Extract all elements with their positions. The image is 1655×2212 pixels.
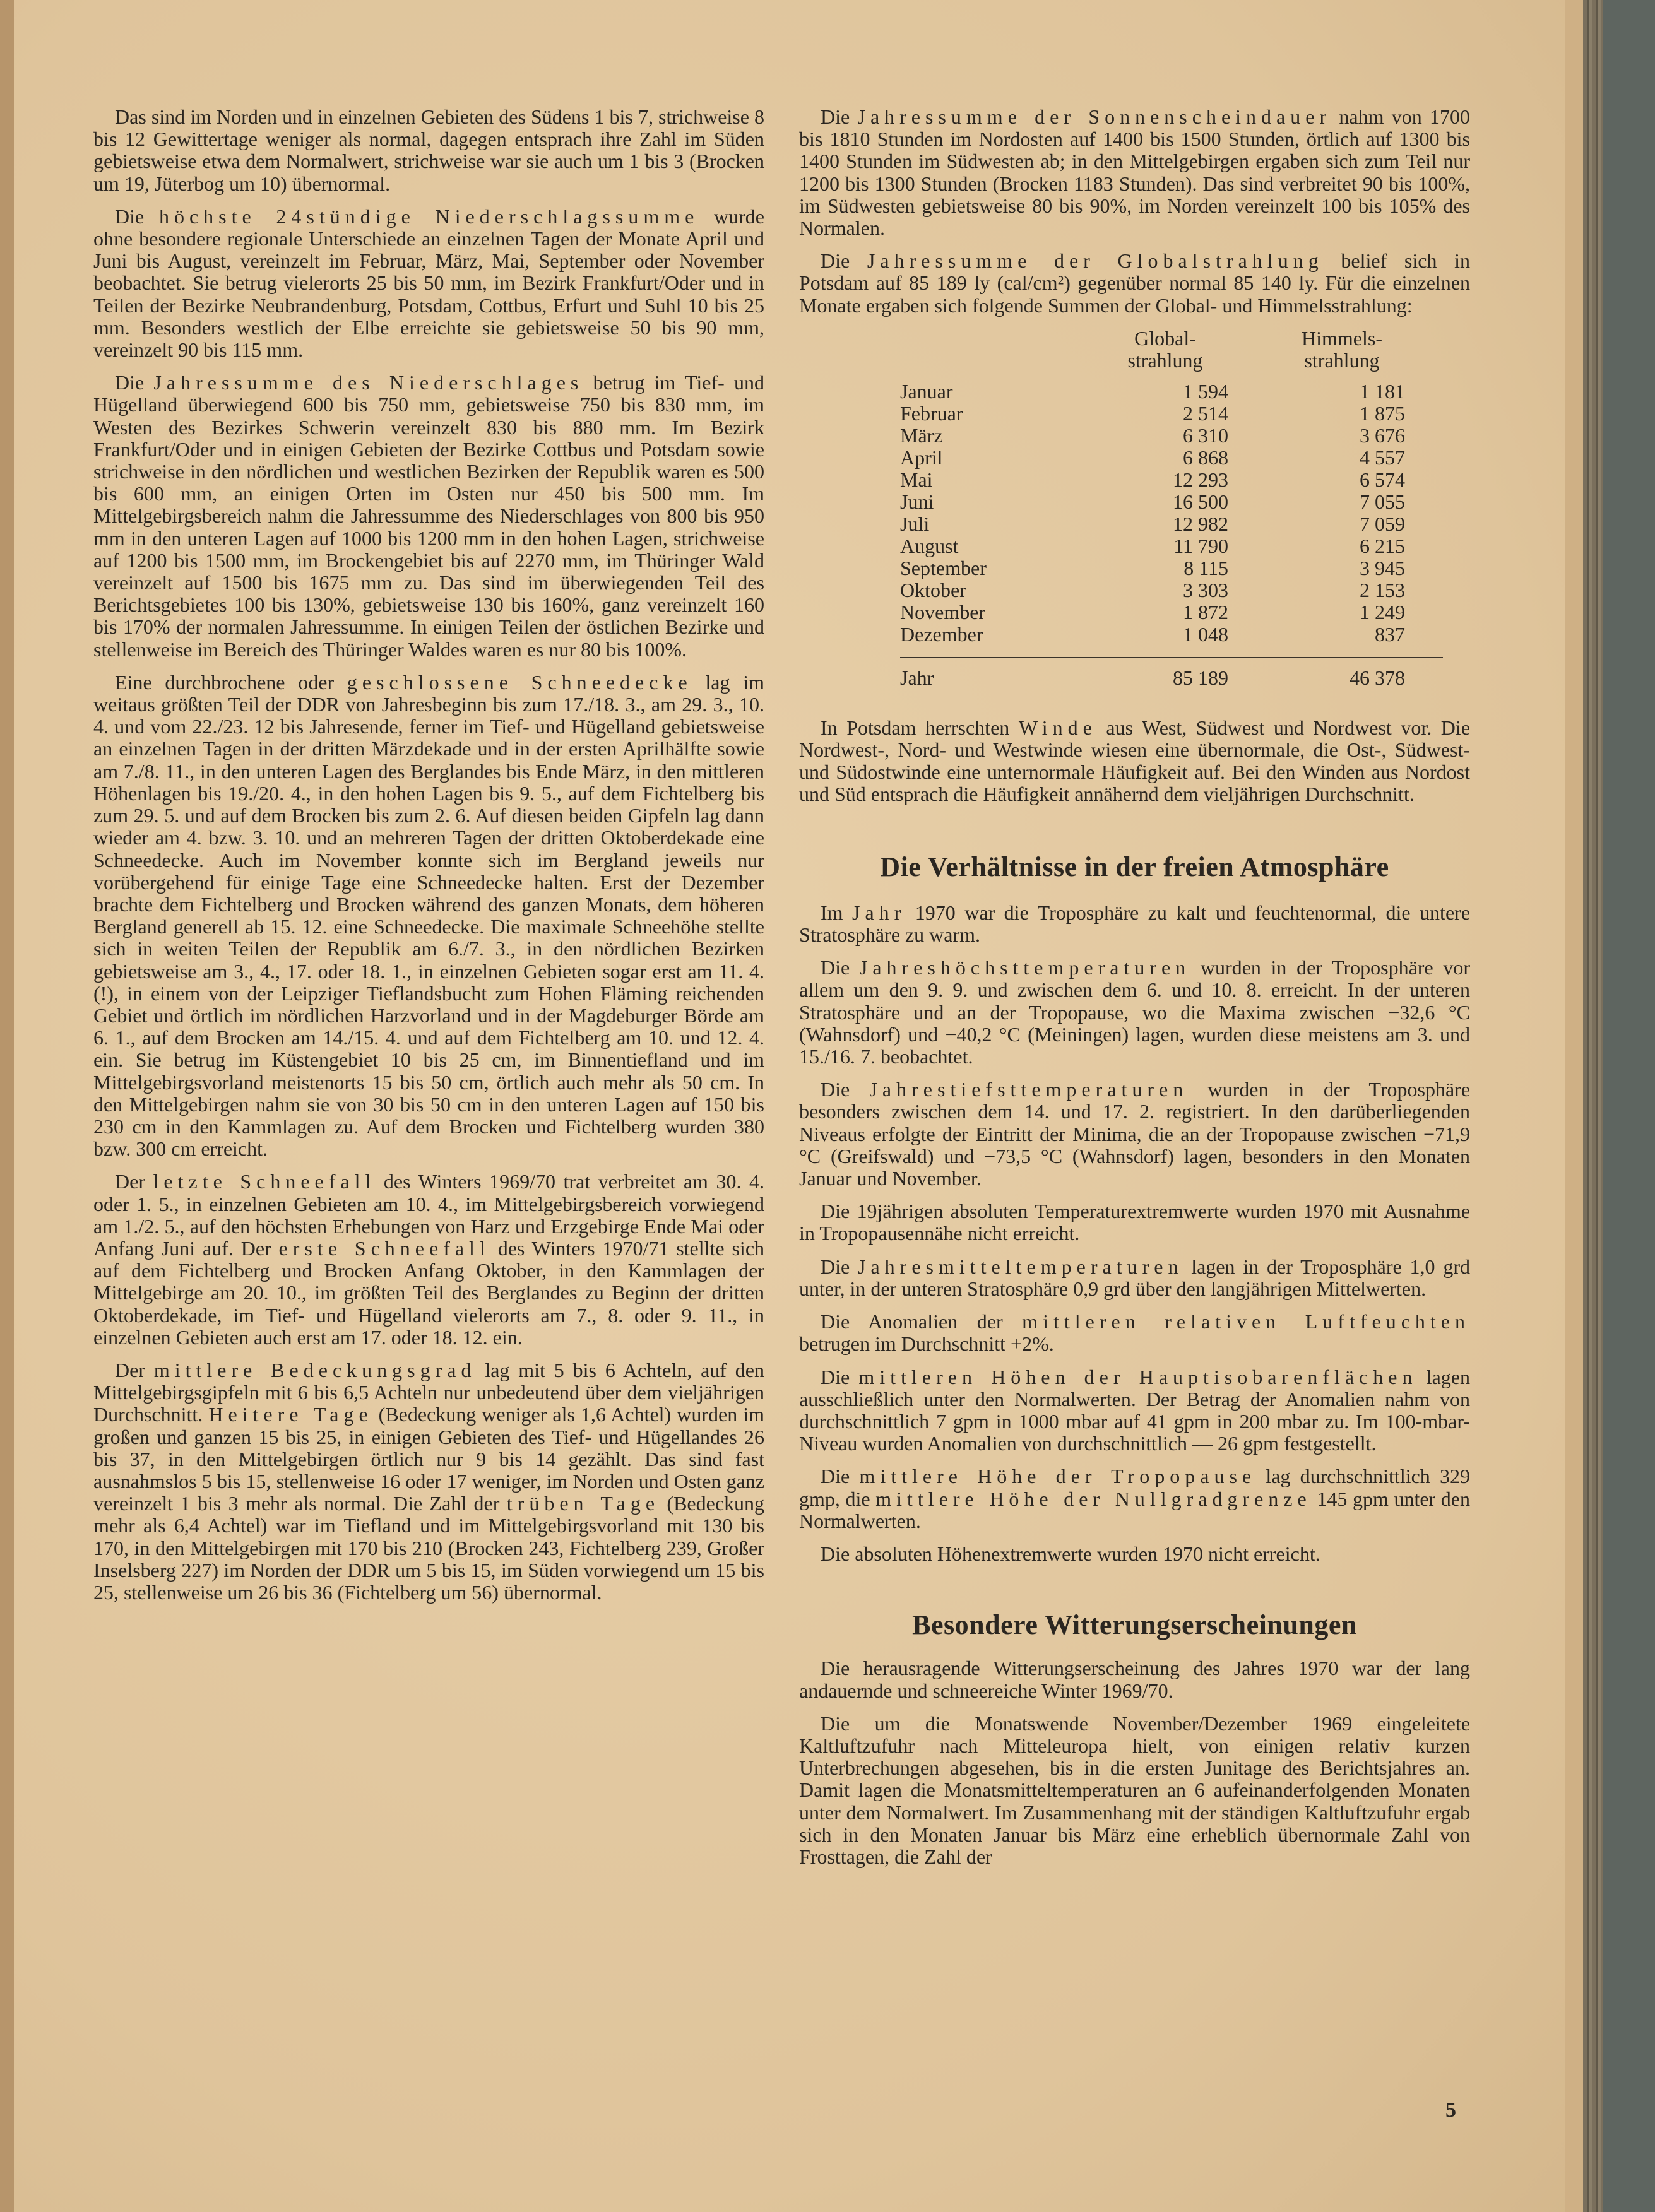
spaced-term: erste Schneefall [278, 1236, 490, 1260]
text-segment: lagen in der Troposphäre 1,0 grd unter, in der unteren Stratosphäre 0,9 grd über den langjährigen Mittelwerten. [799, 1255, 1471, 1300]
text-segment: des Winters 1969/70 trat verbreitet am 30. 4. oder 1. 5., in einzelnen Gebieten am 10. 4., im Mittelgebirgsbereich vorwiegend am 1./2. 5., auf den höchsten Erhebungen von Harz und Erzgebirge Ende Mai oder Anfang Juni auf. Der [93, 1170, 765, 1260]
text-segment: Die [821, 1365, 859, 1388]
spaced-term: Jahreshöchsttemperaturen [859, 956, 1191, 979]
page-edge-right [1565, 0, 1583, 2212]
himmel-cell: 837 [1375, 622, 1405, 646]
spaced-term: Jahressumme der Globalstrahlung [867, 249, 1324, 273]
month-cell: Oktober [900, 578, 966, 601]
text-segment: aus West, Südwest und Nordwest vor. Die Nordwest-, Nord- und Westwinde wiesen eine übernormale, die Ost-, Südwest- und Südostwinde eine unternormale Häufigkeit auf. Bei den Winden aus Nordost und Süd entsprach die Häufigkeit annähernd dem vieljährigen Durchschnitt. [799, 716, 1471, 806]
text-segment: Die Anomalien der [821, 1310, 1023, 1334]
month-column-header [900, 328, 1089, 372]
text-segment: 1970 war die Troposphäre zu kalt und feuchtenormal, die untere Stratosphäre zu warm. [799, 901, 1471, 947]
paragraph [799, 1311, 1470, 1355]
text-segment: 145 gpm unter den Normalwerten. [799, 1487, 1471, 1532]
text-segment: Die [821, 249, 867, 273]
himmel-cell: 7 055 [1360, 490, 1405, 513]
text-segment: Im [821, 901, 853, 924]
total-himmel: 46 378 [1350, 666, 1405, 689]
global-cell: 16 500 [1173, 490, 1228, 513]
wind-paragraphs [799, 717, 1470, 806]
table-row [900, 381, 1443, 403]
paragraph [93, 1171, 764, 1349]
text-segment: wurde ohne besondere regionale Unterschiede an einzelnen Tagen der Monate April und Juni bis August, vereinzelt im Februar, März, Mai, September oder November beobachtet. Sie betrug vielerorts 25 bis 50 mm, im Bezirk Frankfurt/Oder und in Teilen der Bezirke Neubrandenburg, Potsdam, Cottbus, Erfurt und Suhl 10 bis 25 mm. Besonders westlich der Elbe erreichte sie gebietsweise 50 bis 90 mm, vereinzelt 90 bis 115 mm. [93, 204, 764, 362]
right-column [799, 106, 1470, 1879]
global-cell: 8 115 [1183, 556, 1228, 579]
text-segment: In Potsdam herrschten [821, 716, 1019, 739]
table-row [900, 557, 1443, 579]
section-heading-weather-events: Besondere Witterungserscheinungen [912, 1609, 1357, 1641]
spaced-term: Heitere Tage [208, 1403, 373, 1426]
right-intro-paragraphs [799, 106, 1470, 317]
table-row [900, 403, 1443, 425]
spaced-term: mittlere Höhe der Nullgradgrenze [875, 1487, 1312, 1510]
spaced-term: mittleren relativen Luftfeuchten [1022, 1310, 1470, 1334]
himmel-cell: 2 153 [1360, 578, 1405, 601]
text-segment: lag im weitaus größten Teil der DDR von Jahresbeginn bis zum 17./18. 3., am 29. 3., 10. 4. und vom 22./23. 12 bis Jahresende, ferner im Tief- und Hügelland gebietsweise an einzelnen Tagen in der dritten Märzdekade und in der ersten Aprilhälfte sowie am 7./8. 11., in den unteren Lagen des Berglandes bis Ende März, in den mittleren Höhenlagen bis 19./20. 4., in den hohen Lagen bis 9. 5., auf dem Fichtelberg bis zum 29. 5. und auf dem Brocken bis zum 2. 6. Auf diesen beiden Gipfeln lag dann wieder am 4. bzw. 3. 10. und an mehreren Tagen der dritten Oktoberdekade eine Schneedecke. Auch im November konnte sich im Bergland jeweils nur vorübergehend für einige Tage eine Schneedecke halten. Erst der Dezember brachte dem Fichtelberg und Brocken während des ganzen Monats, dem höheren Bergland generell ab 15. 12. eine Schneedecke. Die maximale Schneehöhe stellte sich in weiten Teilen der Republik am 6./7. 3., in den nördlichen Bezirken gebietsweise am 3., 4., 17. oder 18. 1., in einzelnen Gebieten sogar erst am 11. 4. (!), in einem von der Leipziger Tieflandsbucht zum Hohen Fläming reichenden Gebiet und örtlich im nördlichen Harzvorland und in der Magdeburger Börde am 6. 1., auf dem Brocken am 14./15. 4. und auf dem Fichtelberg am 10. und 12. 4. ein. Sie betrug im Küstengebiet 10 bis 25 cm, im Binnentiefland und im Mittelgebirgsvorland meistenorts 15 bis 50 cm, örtlich auch mehr als 50 cm. In den Mittelgebirgen nahm sie von 30 bis 50 cm in den unteren Lagen auf 150 bis 230 cm in den Kammlagen zu. Auf dem Brocken und Fichtelberg wurden 380 bzw. 300 cm erreicht. [93, 670, 765, 1161]
left-column [93, 106, 764, 1614]
global-cell: 3 303 [1183, 578, 1228, 601]
global-cell: 6 310 [1183, 423, 1228, 447]
paragraph [799, 1200, 1470, 1245]
global-cell: 12 293 [1173, 468, 1228, 491]
text-segment: Der [115, 1358, 154, 1381]
month-cell: November [900, 600, 986, 624]
himmel-cell: 4 557 [1360, 446, 1405, 469]
text-segment: Die [115, 371, 154, 394]
page-number: 5 [1445, 2098, 1456, 2122]
himmel-header-line: Himmels- [1302, 326, 1382, 350]
month-cell: April [900, 446, 943, 469]
text-segment: Das sind im Norden und in einzelnen Gebieten des Südens 1 bis 7, strichweise 8 bis 12 Gewittertage weniger als normal, dagegen entsprach ihre Zahl im Süden gebietsweise etwa dem Normalwert, strichweise war sie auch um 1 bis 3 (Brocken um 19, Jüterbog um 10) übernormal. [93, 105, 764, 195]
himmel-cell: 7 059 [1360, 512, 1405, 535]
himmel-column-header [1241, 328, 1443, 372]
month-cell: Mai [900, 468, 933, 491]
table-row [900, 513, 1443, 535]
text-segment: wurden in der Troposphäre besonders zwischen dem 14. und 17. 2. registriert. In den darüberliegenden Niveaus erfolgte der Eintritt der Minima, die an der Tropopause zwischen −71,9 °C (Greifswald) und −73,5 °C (Wahnsdorf) lagen, besonders in den Monaten Januar und November. [799, 1078, 1471, 1190]
month-cell: Juli [900, 512, 930, 535]
table-row [900, 425, 1443, 447]
spaced-term: mittlere Bedeckungsgrad [153, 1358, 477, 1381]
text-segment: betrug im Tief- und Hügelland überwiegend 600 bis 750 mm, gebietsweise 750 bis 830 mm, im Westen des Bezirkes Schwerin vereinzelt 830 bis 880 mm. Im Bezirk Frankfurt/Oder und in einigen Gebieten der Bezirke Cottbus und Potsdam sowie strichweise in den nördlichen und westlichen Bezirken der Republik waren es 500 bis 600 mm, an einigen Orten im Osten nur 450 bis 500 mm. Im Mittelgebirgsbereich nahm die Jahressumme des Niederschlages von 800 bis 950 mm in den unteren Lagen auf 1000 bis 1200 mm in den hohen Lagen, strichweise auf 1200 bis 1500 mm, im Brockengebiet bis auf 2270 mm, im Thüringer Wald vereinzelt auf 1500 bis 1675 mm zu. Das sind im überwiegenden Teil des Berichtsgebietes 100 bis 130%, gebietsweise 130 bis 160%, ganz vereinzelt 160 bis 170% der normalen Jahressumme. In einigen Teilen der östlichen Bezirke und stellenweise im Bereich des Thüringer Waldes waren es nur 80 bis 100%. [93, 371, 765, 661]
month-cell: Februar [900, 401, 963, 425]
text-segment: (Bedeckung mehr als 6,4 Achtel) war im Tiefland und im Mittelgebirgsvorland mit 130 bis 170, in den Mittelgebirgen mit 170 bis 210 (Brocken 243, Fichtelberg 239, Großer Inselsberg 227) im Norden der DDR um 5 bis 15, im Süden vorwiegend um 15 bis 25, stellenweise um 26 bis 36 (Fichtelberg um 56) übernormal. [93, 1492, 765, 1604]
paragraph [93, 206, 764, 361]
text-segment: des Winters 1970/71 stellte sich auf dem Fichtelberg und Brocken Anfang Oktober, in den Kammlagen der Mittelgebirge am 20. 10., im größten Teil des Berglandes zu Beginn der dritten Oktoberdekade, im Tief- und Hügelland vielerorts am 7., 8. oder 9. 11., in einzelnen Gebieten auch erst am 17. oder 18. 12. ein. [93, 1236, 765, 1349]
text-segment: Die [821, 1255, 858, 1278]
spaced-term: mittlere Höhe der Tropopause [859, 1465, 1257, 1488]
text-segment: nahm von 1700 bis 1810 Stunden im Nordosten auf 1400 bis 1500 Stunden, örtlich auf 1300 bis 1400 Stunden im Südwesten ab; in den Mittelgebirgen ergaben sich zum Teil nur 1200 bis 1300 Stunden (Brocken 1183 Stunden). Das sind verbreitet 90 bis 100%, im Südwesten gebietsweise 80 bis 90%, im Norden vereinzelt 100 bis 105% des Normalen. [799, 105, 1471, 240]
month-cell: Juni [900, 490, 934, 513]
paragraph [93, 106, 764, 195]
paragraph [799, 1657, 1470, 1701]
paragraph [93, 1359, 764, 1604]
table-row [900, 579, 1443, 601]
text-segment: Der [115, 1170, 153, 1193]
text-segment: (Bedeckung weniger als 1,6 Achtel) wurden im großen und ganzen 15 bis 25, in einigen Gebieten des Tief- und Hügellandes 26 bis 37, in den Mittelgebirgen örtlich nur 9 bis 14 gezählt. Das sind fast ausnahmslos 5 bis 15, stellenweise 16 oder 17 weniger, im Norden und Osten ganz vereinzelt 1 bis 3 mehr als normal. Die Zahl der [93, 1403, 765, 1515]
himmel-header-line: strahlung [1304, 348, 1380, 372]
text-segment: Die [821, 105, 858, 128]
text-segment: lag durchschnittlich 329 gmp, die [799, 1465, 1471, 1510]
text-segment: Die herausragende Witterungserscheinung des Jahres 1970 war der lang andauernde und schneereiche Winter 1969/70. [799, 1657, 1470, 1702]
text-segment: lagen ausschließlich unter den Normalwerten. Der Betrag der Anomalien nahm von durchschnittlich 7 gpm in 1000 mbar auf 41 gpm in 200 mbar zu. Im 100-mbar-Niveau wurden Anomalien von durchschnittlich — 26 gpm festgestellt. [799, 1365, 1471, 1455]
text-segment: Die [821, 1078, 870, 1101]
global-cell: 12 982 [1173, 512, 1228, 535]
table-row [900, 535, 1443, 557]
text-segment: Die [821, 956, 860, 979]
paragraph [799, 1256, 1470, 1300]
paragraph [799, 957, 1470, 1068]
paragraph [799, 250, 1470, 317]
himmel-cell: 6 574 [1360, 468, 1405, 491]
month-cell: September [900, 556, 987, 579]
text-segment: Die [115, 204, 159, 228]
paragraph [799, 717, 1470, 806]
paragraph [799, 1543, 1470, 1565]
table-row [900, 601, 1443, 624]
spaced-term: Jahresmitteltemperaturen [858, 1255, 1183, 1278]
month-cell: März [900, 423, 943, 447]
text-segment: betrugen im Durchschnitt +2%. [799, 1332, 1054, 1356]
global-cell: 6 868 [1183, 446, 1228, 469]
spaced-term: Jahr [852, 901, 906, 924]
radiation-table-body [900, 381, 1443, 646]
paragraph [799, 1366, 1470, 1455]
himmel-cell: 1 249 [1360, 600, 1405, 624]
table-row [900, 491, 1443, 513]
month-cell: Dezember [900, 622, 983, 646]
paragraph [93, 372, 764, 661]
spaced-term: geschlossene Schneedecke [347, 670, 692, 694]
total-label: Jahr [900, 666, 934, 689]
himmel-cell: 1 875 [1360, 401, 1405, 425]
himmel-cell: 6 215 [1360, 534, 1405, 557]
spaced-term: Jahressumme der Sonnenscheindauer [857, 105, 1332, 128]
left-paragraphs [93, 106, 764, 1604]
radiation-table [900, 328, 1443, 689]
table-row [900, 447, 1443, 469]
spaced-term: Jahrestiefsttemperaturen [869, 1078, 1189, 1101]
total-global: 85 189 [1173, 666, 1228, 689]
spaced-term: Winde [1018, 716, 1097, 739]
text-segment: Die [821, 1465, 860, 1488]
paragraph [93, 671, 764, 1160]
spaced-term: mittleren Höhen der Hauptisobarenflächen [858, 1365, 1418, 1388]
text-segment: belief sich in Potsdam auf 85 189 ly (cal/cm²) gegenüber normal 85 140 ly. Für die einzelnen Monate ergaben sich folgende Summen der Global- und Himmelsstrahlung: [799, 249, 1471, 317]
text-segment: wurden in der Troposphäre vor allem um den 9. 9. und zwischen dem 6. und 10. 8. erreicht. In der unteren Stratosphäre und an der Tropopause, wo die Maxima zwischen −32,6 °C (Wahnsdorf) und −40,2 °C (Meiningen) lagen, wurden diese meistens am 3. und 15./16. 7. beobachtet. [799, 956, 1471, 1068]
global-cell: 11 790 [1173, 534, 1228, 557]
text-segment: Die um die Monatswende November/Dezember 1969 eingeleitete Kaltluftzufuhr nach Mitteleuropa hielt, von einigen relativ kurzen Unterbrechungen abgesehen, bis in die ersten Junitage des Berichtsjahres an. Damit lagen die Monatsmitteltemperaturen an 6 aufeinanderfolgenden Monaten unter dem Normalwert. Im Zusammenhang mit der ständigen Kaltluftzufuhr ergab sich in den Monaten Januar bis März eine erheblich übernormale Zahl von Frosttagen, die Zahl der [799, 1712, 1470, 1868]
text-segment: Eine durchbrochene oder [115, 670, 347, 694]
month-cell: August [900, 534, 959, 557]
global-header-line: strahlung [1127, 348, 1203, 372]
atmosphere-paragraphs [799, 902, 1470, 1565]
spaced-term: höchste 24stündige Niederschlagssumme [158, 204, 699, 228]
paragraph [799, 1465, 1470, 1532]
paragraph [799, 106, 1470, 239]
text-segment: Die 19jährigen absoluten Temperaturextremwerte wurden 1970 mit Ausnahme in Tropopausennähe nicht erreicht. [799, 1200, 1470, 1245]
month-cell: Januar [900, 379, 953, 403]
table-row [900, 469, 1443, 491]
book-binding-cloth [1603, 0, 1655, 2212]
spaced-term: trüben Tage [506, 1492, 660, 1515]
text-segment: lag mit 5 bis 6 Achteln, auf den Mittelgebirgsgipfeln mit 6 bis 6,5 Achteln nur unbedeutend über dem vieljährigen Durchschnitt. [93, 1358, 765, 1426]
page-gutter-left [0, 0, 14, 2212]
himmel-cell: 3 945 [1360, 556, 1405, 579]
text-segment: Die absoluten Höhenextremwerte wurden 1970 nicht erreicht. [821, 1542, 1320, 1565]
weather-events-paragraphs [799, 1657, 1470, 1868]
global-cell: 1 872 [1183, 600, 1228, 624]
paragraph [799, 1713, 1470, 1868]
spaced-term: letzte Schneefall [153, 1170, 376, 1193]
himmel-cell: 3 676 [1360, 423, 1405, 447]
section-heading-atmosphere: Die Verhältnisse in der freien Atmosphäre [880, 851, 1389, 882]
paragraph [799, 1079, 1470, 1190]
global-header-line: Global- [1134, 326, 1196, 350]
spaced-term: Jahressumme des Niederschlages [153, 371, 584, 394]
global-cell: 1 048 [1183, 622, 1228, 646]
table-total-row [900, 667, 1443, 689]
table-row [900, 624, 1443, 646]
paragraph [799, 902, 1470, 946]
global-cell: 2 514 [1183, 401, 1228, 425]
global-cell: 1 594 [1183, 379, 1228, 403]
himmel-cell: 1 181 [1360, 379, 1405, 403]
global-column-header [1089, 328, 1241, 372]
